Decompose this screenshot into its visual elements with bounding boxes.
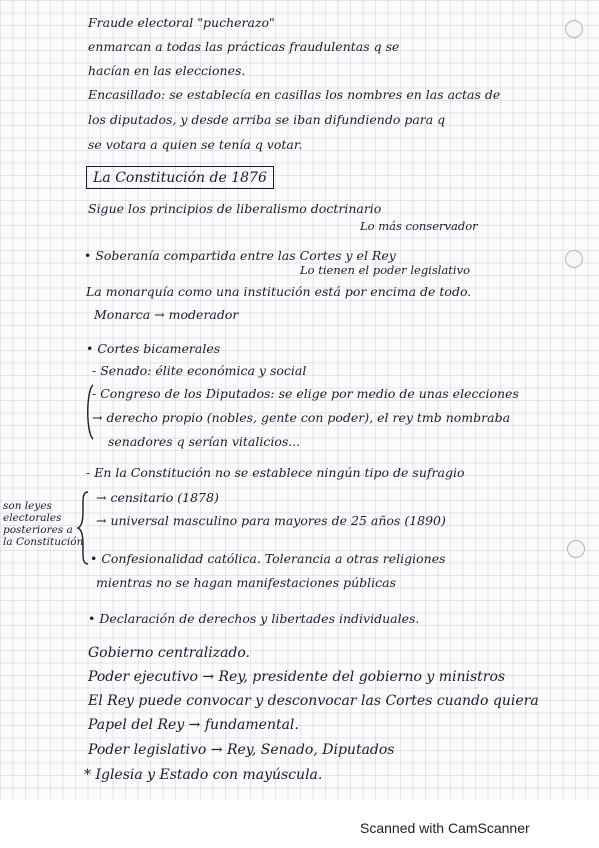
note-line: enmarcan a todas las prácticas fraudulentas q se <box>88 39 400 54</box>
note-line: - En la Constitución no se establece ningún tipo de sufragio <box>86 465 465 480</box>
margin-note-line: la Constitución <box>3 536 84 548</box>
note-subline: Lo tienen el poder legislativo <box>300 263 471 277</box>
note-line: → universal masculino para mayores de 25 años (1890) <box>96 513 446 528</box>
margin-note-line: electorales <box>3 512 62 524</box>
note-line: - Senado: élite económica y social <box>92 363 307 378</box>
bracket-icon <box>84 383 94 441</box>
note-line: → censitario (1878) <box>96 490 219 505</box>
margin-note-line: son leyes <box>3 500 52 512</box>
note-line: Monarca → moderador <box>94 307 239 322</box>
note-bullet: • Cortes bicamerales <box>86 341 221 356</box>
note-line: senadores q serían vitalicios... <box>108 434 301 449</box>
note-line: Gobierno centralizado. <box>88 645 251 661</box>
note-bullet: • Soberanía compartida entre las Cortes y el Rey <box>84 248 396 263</box>
note-line: - Congreso de los Diputados: se elige por medio de unas elecciones <box>92 386 519 401</box>
note-bullet: • Confesionalidad católica. Tolerancia a otras religiones <box>90 551 446 566</box>
note-line: Papel del Rey → fundamental. <box>88 717 299 733</box>
note-line-fraude: Fraude electoral "pucherazo" <box>88 15 275 30</box>
note-line: se votara a quien se tenía q votar. <box>88 137 303 152</box>
note-line-asterisk: * Iglesia y Estado con mayúscula. <box>84 767 323 783</box>
note-subline: Lo más conservador <box>360 219 478 233</box>
note-line-encasillado: Encasillado: se establecía en casillas los nombres en las actas de <box>88 87 501 102</box>
note-line: La monarquía como una institución está por encima de todo. <box>86 284 472 299</box>
binder-ring-hole-icon <box>567 540 585 558</box>
note-line: mientras no se hagan manifestaciones públicas <box>96 575 396 590</box>
note-line: los diputados, y desde arriba se iban difundiendo para q <box>88 112 446 127</box>
note-line: → derecho propio (nobles, gente con poder), el rey tmb nombraba <box>92 410 511 425</box>
note-bullet: • Declaración de derechos y libertades individuales. <box>88 611 420 626</box>
margin-note <box>3 500 87 548</box>
note-line: Poder ejecutivo → Rey, presidente del gobierno y ministros <box>88 669 506 685</box>
binder-ring-hole-icon <box>565 250 583 268</box>
note-line: Sigue los principios de liberalismo doctrinario <box>88 201 382 216</box>
note-line: hacían en las elecciones. <box>88 63 246 78</box>
margin-note-line: posteriores a <box>3 524 73 536</box>
camscanner-watermark: Scanned with CamScanner <box>360 820 530 836</box>
note-line: Poder legislativo → Rey, Senado, Diputados <box>88 742 395 758</box>
note-line: El Rey puede convocar y desconvocar las Cortes cuando quiera <box>88 693 539 709</box>
section-title-box <box>86 166 274 189</box>
section-title: La Constitución de 1876 <box>93 169 267 186</box>
binder-ring-hole-icon <box>565 20 583 38</box>
